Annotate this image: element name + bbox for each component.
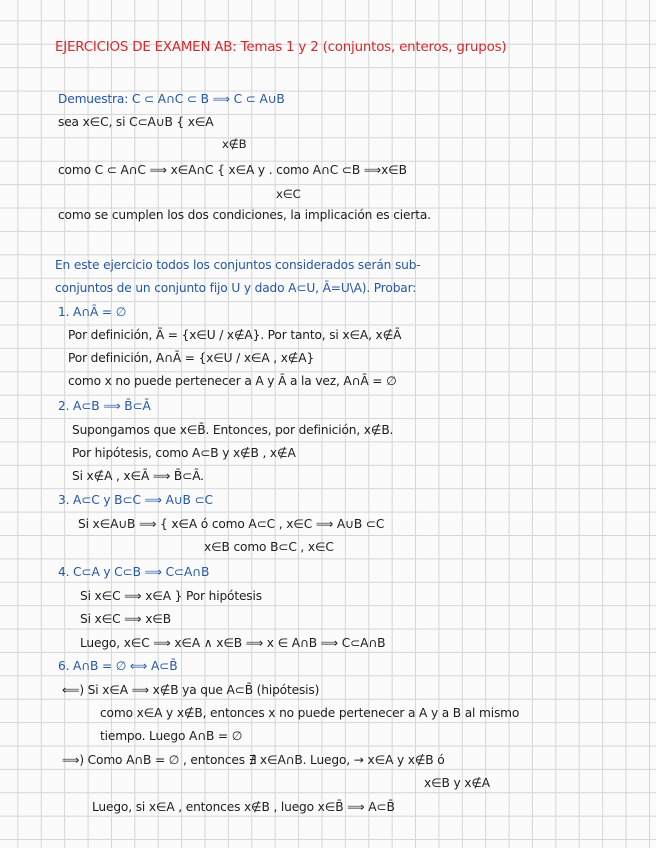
item-heading: 6. A∩B = ∅ ⟺ A⊂B̄: [58, 659, 178, 673]
item-heading: 3. A⊂C y B⊂C ⟹ A∪B ⊂C: [58, 493, 213, 507]
item-line: ⟹) Como A∩B = ∅ , entonces ∄ x∈A∩B. Luego, → x∈A y x∉B ó: [62, 753, 445, 767]
item-line: Luego, si x∈A , entonces x∉B , luego x∈B̄ ⟹ A⊂B̄: [92, 800, 395, 814]
page-title: EJERCICIOS DE EXAMEN AB: Temas 1 y 2 (conjuntos, enteros, grupos): [55, 40, 507, 55]
exercise1-line: sea x∈C, si C⊂A∪B { x∈A: [58, 115, 214, 129]
item-line: Por definición, A∩Ā = {x∈U / x∈A , x∉A}: [68, 351, 315, 365]
item-line: Si x∈C ⟹ x∈A } Por hipótesis: [80, 589, 262, 603]
exercise2-intro: En este ejercicio todos los conjuntos considerados serán sub-: [55, 258, 421, 272]
item-line: como x∈A y x∉B, entonces x no puede pertenecer a A y a B al mismo: [100, 706, 520, 720]
item-line: Supongamos que x∈B̄. Entonces, por definición, x∉B.: [72, 423, 394, 437]
item-line: Por hipótesis, como A⊂B y x∉B , x∉A: [72, 446, 296, 460]
item-line: Si x∈C ⟹ x∈B: [80, 612, 171, 626]
exercise1-line: x∉B: [222, 137, 247, 151]
item-line: como x no puede pertenecer a A y Ā a la vez, A∩Ā = ∅: [68, 374, 397, 388]
item-line: Luego, x∈C ⟹ x∈A ∧ x∈B ⟹ x ∈ A∩B ⟹ C⊂A∩B: [80, 636, 386, 650]
item-heading: 2. A⊂B ⟹ B̄⊂Ā: [58, 399, 151, 413]
exercise1-line: como se cumplen los dos condiciones, la implicación es cierta.: [58, 208, 431, 222]
item-line: x∈B y x∉A: [424, 776, 490, 790]
item-line: Si x∉A , x∈Ā ⟹ B̄⊂Ā.: [72, 469, 204, 483]
item-heading: 1. A∩Ā = ∅: [58, 305, 127, 319]
item-heading: 4. C⊂A y C⊂B ⟹ C⊂A∩B: [58, 565, 210, 579]
exercise2-intro: conjuntos de un conjunto fijo U y dado A⊂U, Ā=U\A). Probar:: [55, 281, 417, 295]
exercise1-line: como C ⊂ A∩C ⟹ x∈A∩C { x∈A y . como A∩C ⊂B ⟹x∈B: [58, 163, 407, 177]
item-line: ⟸) Si x∈A ⟹ x∉B ya que A⊂B̄ (hipótesis): [62, 683, 320, 697]
exercise1-line: x∈C: [276, 187, 301, 201]
item-line: Por definición, Ā = {x∈U / x∉A}. Por tanto, si x∈A, x∉Ā: [68, 328, 402, 342]
exercise1-heading: Demuestra: C ⊂ A∩C ⊂ B ⟹ C ⊂ A∪B: [58, 92, 285, 106]
item-line: x∈B como B⊂C , x∈C: [204, 540, 334, 554]
item-line: tiempo. Luego A∩B = ∅: [100, 729, 243, 743]
item-line: Si x∈A∪B ⟹ { x∈A ó como A⊂C , x∈C ⟹ A∪B ⊂C: [78, 517, 385, 531]
